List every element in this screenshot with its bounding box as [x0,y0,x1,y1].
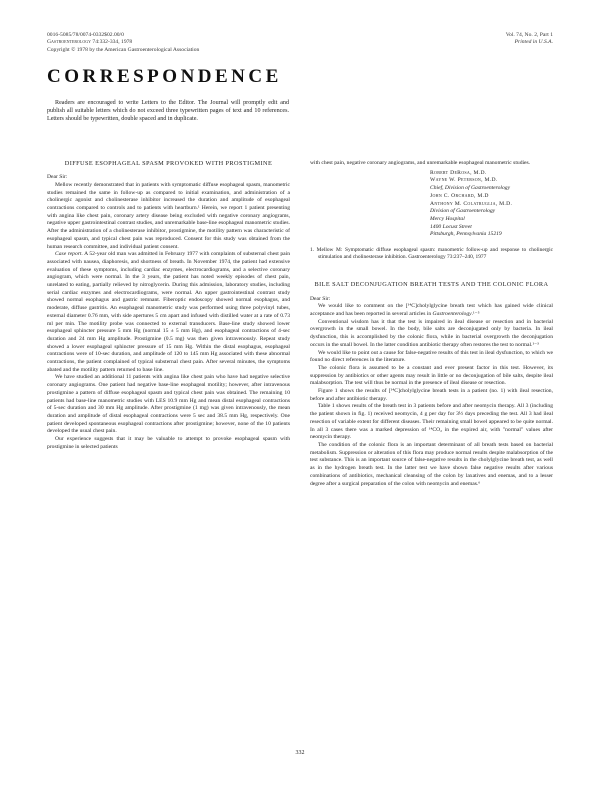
reference-item: 1. Mellow M: Symptomatic diffuse esophageal spasm: manometric follow-up and response to cholinergic stimulation and cholinesterase inhibition. Gastroenterology 73:237–240, 1977 [310,247,553,261]
signer-affiliation: Mercy Hospital [430,215,465,222]
header-left [47,32,199,54]
article-2-journal-name: Gastroenterology [432,311,472,318]
article-2-p1-refs: .¹⁻⁵ [471,311,480,318]
article-1-paragraph: We have studied an additional 11 patients with angina like chest pain who have had negative selective coronary angiograms. One patient had negative base-line esophageal motility; however, after intravenous prostigmine a pattern of diffuse esophageal spasm and typical chest pain was obtained. The remaining 10 patients had base-line manometric studies with LES 10.9 mm Hg and mean distal esophageal contractions of 5-sec duration and 30 mm Hg amplitude. After prostigmine (1 mg) was given intravenously, the mean duration and amplitude of distal esophageal contractions were 5 sec and 38.5 mm Hg, respectively. One patient developed spontaneous esophageal contractions after prostigmine; however, none of the 10 patients developed the usual chest pain. [47,374,290,435]
article-2-paragraph: The colonic flora is assumed to be a constant and ever present factor in this test. However, its suppression by antibiotics or other agents may result in little or no deconjugation of bile salts, despite ileal malabsorption. The test will thus be normal in the presence of ileal disease or resection. [310,364,553,387]
article-2-paragraph [310,303,553,318]
signer-name: Robert DeRosa, M.D. [430,169,487,176]
journal-header [47,32,553,62]
header-printed: Printed in U.S.A. [514,39,553,46]
case-report-label: Case report. [55,251,83,258]
signer-name: John C. Orchard, M.D [430,192,489,199]
signer-title: Chief, Division of Gastroenterology [430,185,511,192]
section-intro: Readers are encouraged to write Letters to the Editor. The Journal will promptly edit and publish all suitable letters which do not exceed three typewritten pages of text and 10 references. Letters should be typewritten, double spaced and in duplicate. [47,100,289,123]
header-right [506,32,553,47]
page-number: 332 [295,750,305,756]
article-2-paragraph: The condition of the colonic flora is an important determinant of all breath tests based on bacterial metabolism. Suppression or alteration of this flora may produce normal results despite malabsorption of the test substance. This is an important source of false-negative results in the cholylglycine breath test, as well as in the hydrogen breath test. In the latter test we have shown false negative results after various combinations of antibiotics, mechanical cleansing of the colon by laxatives and enemas, and to a lesser degree after a surgical preparation of the colon with neomycin and enemas.⁶ [310,442,553,487]
article-2-paragraph: Table 1 shows results of the breath test in 3 patients before and after neomycin therapy. All 3 (including the patient shown in fig. 1) received neomycin, 4 g per day for 3½ days preceding the test. All 3 had ileal resection of variable extent for different diseases. Their remaining small bowel appeared to be quite normal. In all 3 cases there was a marked depression of ¹⁴CO₂ in the expired air, with "normal" values after neomycin therapy. [310,403,553,441]
article-1-paragraph: Mellow recently demonstrated that in patients with symptomatic diffuse esophageal spasm, manometric studies remained the same in follow-up as compared to initial examination, and administration of a cholinergic agonist and cholinesterase inhibitor increased the duration and amplitude of esophageal contractions compared to controls and to patients with heartburn.¹ Herein, we report 1 patient presenting with angina like chest pain, coronary artery disease being excluded with negative coronary angiograms, negative upper gastrointestinal contrast studies, and unremarkable base-line esophageal manometric studies. After the administration of a cholinesterase inhibitor, prostigmine, the motility pattern was characteristic of esophageal spasm, and typical chest pain was reproduced. Consent for this study was obtained from the human research committee, and individual patient consent. [47,181,290,250]
article-1-signatures [310,170,553,239]
article-2-paragraph: Conventional wisdom has it that the test is impaired in ileal disease or resection and in bacterial overgrowth in the small bowel. In the body, bile salts are deconjugated only by bacteria. In ileal dysfunction, this is accomplished by the colonic flora, while in bacterial overgrowth the deconjugation occurs in the small bowel. In the latter condition antibiotic therapy often restores the test to normal.¹⁻³ [310,318,553,348]
left-column [47,160,290,452]
right-column [310,160,553,488]
article-2-p1-text: We would like to comment on the [¹⁴C]cholylglycine breath test which has gained wide clinical acceptance and has been reported in several articles in [310,303,553,318]
article-1-case-report [47,251,290,374]
signer-affiliation: Pittsburgh, Pennsylvania 15219 [430,231,502,238]
article-1-paragraph: Our experience suggests that it may be valuable to attempt to provoke esophageal spasm with prostigmine in selected patients [47,436,290,450]
case-report-text: A 52-year old man was admitted in February 1977 with complaints of substernal chest pain associated with nausea, diaphoresis, and shortness of breath. In November 1974, the patient had extensive evaluation of these symptoms, including cardiac enzymes, electrocardiograms, and a selective coronary angiogram, which were normal. In the 3 years, the patient has noted weekly episodes of chest pain, unrelated to eating, partially relieved by nitroglycerin. During this admission, laboratory studies, including serial cardiac enzymes and electrocardiograms, were normal. An upper gastrointestinal contrast study showed normal esophagus and gastric remnant. Fiberoptic endoscopy showed normal esophagus, and moderate, diffuse gastritis. An esophageal manometric study was performed using three polyvinyl tubes, external diameter 0.76 mm, with side apertures 5 cm apart and infused with distilled water at a rate of 0.73 ml per min. The motility probe was connected to external transducers. Base-line study showed lower esophageal sphincter pressure 5 mm Hg (normal 15 ± 5 mm Hg), and esophageal contractions of 4-sec duration and 24 mm Hg amplitude. Prostigmine (0.5 mg) was then given intravenously. Repeat study showed a lower esophageal sphincter pressure of 15 mm Hg. Within the distal esophagus, esophageal contractions were of 10-sec duration, and amplitude of 120 to 145 mm Hg associated with these abnormal contractions, the patient complained of typical substernal chest pain. After several minutes, the symptoms abated and the motility pattern returned to base line. [47,251,290,373]
section-title: CORRESPONDENCE [47,66,282,87]
signer-affiliation: 1400 Locust Street [430,223,472,230]
article-1-salutation: Dear Sir: [47,174,68,181]
article-2-paragraph: We would like to point out a cause for false-negative results of this test in ileal dysfunction, to which we found no direct references in the literature. [310,349,553,364]
article-2-title: BILE SALT DECONJUGATION BREATH TESTS AND THE COLONIC FLORA [314,281,549,289]
signer-affiliation: Division of Gastroenterology [430,208,496,215]
header-copyright: Copyright © 1978 by the American Gastroenterological Association [47,46,200,53]
article-2 [310,281,553,488]
article-1-continued: with chest pain, negative coronary angiograms, and unremarkable esophageal manometric studies. [310,160,531,166]
article-2-salutation: Dear Sir: [310,295,331,302]
article-1-references [310,247,553,261]
header-citation: Gastroenterology 74:332-334, 1978 [47,39,133,46]
article-1-title: DIFFUSE ESOPHAGEAL SPASM PROVOKED WITH PROSTIGMINE [64,160,273,167]
header-issn: 0016-5085/78/0074-0332$02.00/0 [47,32,124,38]
signer-name: Wayne W. Peterson, M.D. [430,177,498,184]
article-2-paragraph: Figure 1 shows the results of [¹⁴C]cholylglycine breath tests in a patient (no. 1) with ileal resection, before and after antibiotic therapy. [310,388,553,402]
signer-name: Anthony M. Colatruglia, M.D. [430,200,513,207]
header-volume: Vol. 74, No. 2, Part 1 [505,32,553,38]
